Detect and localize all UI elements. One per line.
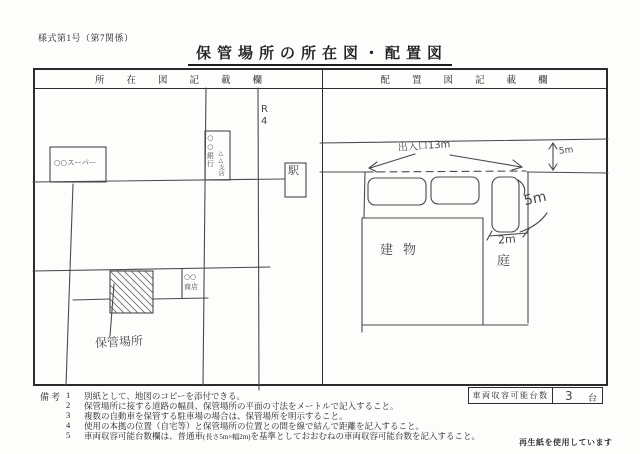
note-text: 別紙として、地図のコピーを添付できる。 (84, 391, 245, 401)
bank-label: ○○銀行 (206, 134, 215, 168)
space-width-label: 2m (497, 232, 517, 247)
note-text (84, 430, 480, 442)
notes-heading: 備考 (40, 392, 63, 402)
layout-map-header: 配置図記載欄 (380, 76, 570, 86)
note-number: 2 (66, 400, 71, 410)
vehicle-capacity-box (468, 387, 603, 404)
note-text: 使用の本拠の位置（自宅等）と保管場所の位置との間を線で結んで距離を記入すること。 (84, 421, 425, 431)
supermarket-label: ○○スーパー (54, 158, 97, 167)
note-number: 5 (66, 430, 71, 440)
building-label: 建物 (380, 243, 427, 258)
note-text: 複数の自動車を保管する駐車場の場合は、保管場所を明示すること。 (84, 411, 348, 421)
route4-label: R4 (261, 104, 268, 127)
note-number: 1 (66, 390, 71, 400)
page-title: 保管場所の所在図・配置図 (188, 42, 452, 66)
note5-dimensions: (長さ5m×幅2m) (203, 433, 251, 441)
note-number: 4 (66, 420, 71, 430)
note5-post: を基準としておおむねの車両収容可能台数を記入すること。 (250, 431, 481, 441)
note-number: 3 (66, 410, 71, 420)
column-divider (322, 70, 323, 384)
vehicle-capacity-value: 3 (565, 389, 573, 403)
table-header-row (35, 70, 606, 89)
vehicle-capacity-value-cell (553, 388, 602, 403)
note5-pre: 車両収容可能台数欄は、普通車 (84, 431, 204, 441)
page-title-wrap (0, 42, 640, 66)
form-code: 様式第1号（第7関係） (38, 33, 134, 43)
station-label: 駅 (288, 164, 299, 177)
recycled-paper-notice: 再生紙を使用しています (519, 438, 613, 447)
vehicle-capacity-unit: 台 (587, 393, 597, 403)
note-text: 保管場所に接する道路の幅員、保管場所の平面の寸法をメートルで記入すること。 (84, 401, 399, 411)
shop-label: ○○商店 (184, 273, 198, 291)
bank-branch-label: △△支店 (217, 150, 225, 176)
road-width-label: 5m (558, 145, 574, 157)
space-length-label: 5m (522, 188, 548, 210)
vehicle-capacity-label: 車両収容可能台数 (469, 388, 553, 403)
storage-site-label: 保管場所 (94, 333, 144, 351)
location-map-header: 所在図記載欄 (94, 76, 284, 86)
entrance-label: 出入口13m (397, 139, 451, 154)
yard-label: 庭 (497, 254, 511, 269)
